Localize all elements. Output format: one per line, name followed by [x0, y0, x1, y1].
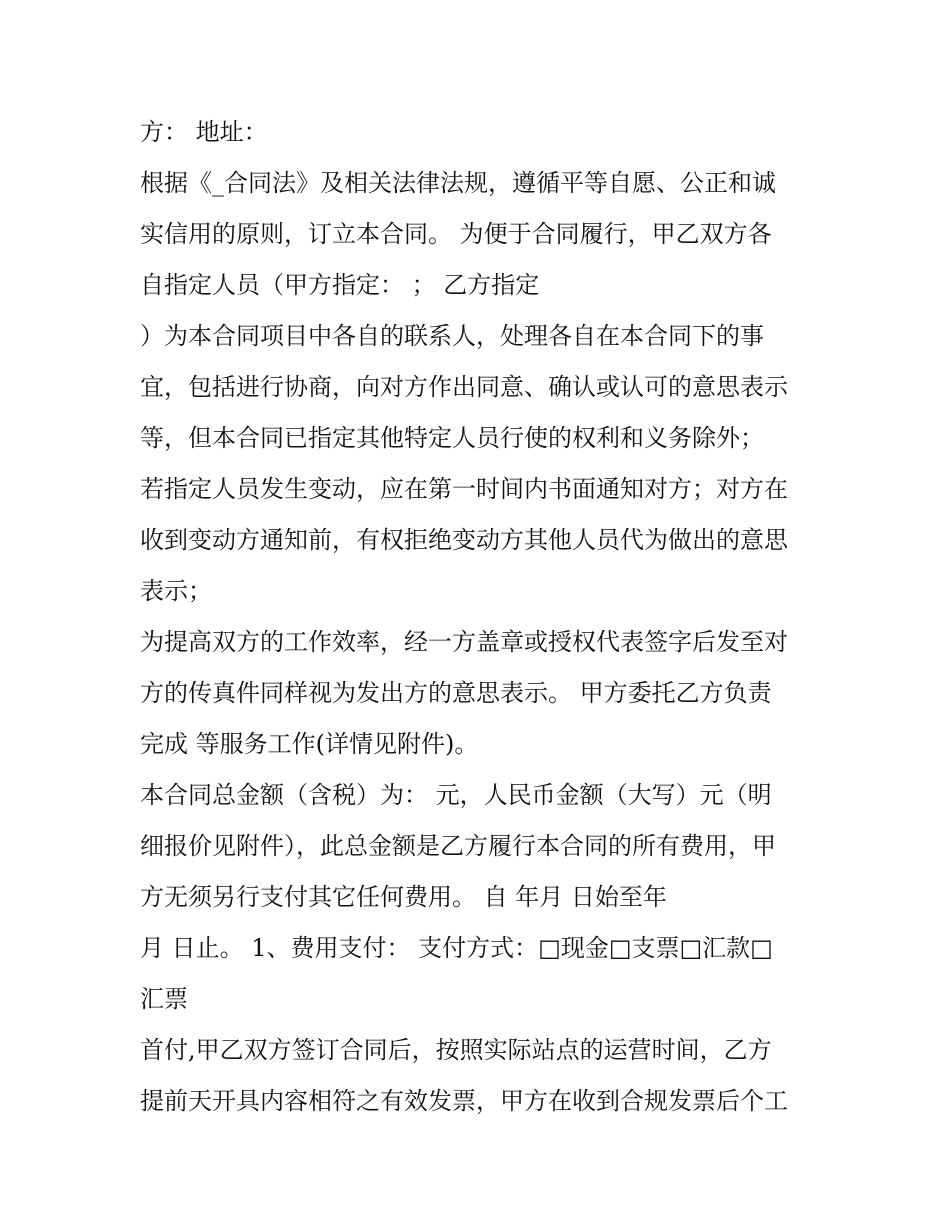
- text-line: 收到变动方通知前，有权拒绝变动方其他人员代为做出的意思: [140, 526, 788, 554]
- text-line: 本合同总金额（含税）为： 元，人民币金额（大写）元（明: [140, 781, 772, 809]
- text-line: 自指定人员（甲方指定： ； 乙方指定: [140, 271, 540, 299]
- text-line: 为提高双方的工作效率，经一方盖章或授权代表签字后发至对: [140, 628, 788, 656]
- text-line: 根据《_合同法》及相关法律法规，遵循平等自愿、公正和诚: [140, 169, 776, 197]
- text-line: 首付,甲乙双方签订合同后，按照实际站点的运营时间，乙方: [140, 1036, 772, 1064]
- text-line: 表示；: [140, 577, 212, 605]
- text-line: ）为本合同项目中各自的联系人，处理各自在本合同下的事: [140, 322, 764, 350]
- text-line: 方的传真件同样视为发出方的意思表示。 甲方委托乙方负责: [140, 679, 772, 707]
- text-line: 若指定人员发生变动，应在第一时间内书面通知对方；对方在: [140, 475, 788, 503]
- text-line: 月 日止。 1、费用支付： 支付方式：□现金□支票□汇款□: [140, 934, 773, 962]
- text-line: 方： 地址：: [140, 118, 268, 146]
- text-line: 提前天开具内容相符之有效发票，甲方在收到合规发票后个工: [140, 1087, 788, 1115]
- text-line: 细报价见附件），此总金额是乙方履行本合同的所有费用，甲: [140, 832, 776, 860]
- text-line: 等，但本合同已指定其他特定人员行使的权利和义务除外；: [140, 424, 764, 452]
- text-line: 汇票: [140, 985, 188, 1013]
- contract-body-text: [140, 107, 830, 1127]
- text-line: 宜，包括进行协商，向对方作出同意、确认或认可的意思表示: [140, 373, 788, 401]
- text-line: 方无须另行支付其它任何费用。 自 年月 日始至年: [140, 883, 667, 911]
- text-line: 完成 等服务工作(详情见附件)。: [140, 730, 479, 758]
- text-line: 实信用的原则，订立本合同。 为便于合同履行，甲乙双方各: [140, 220, 772, 248]
